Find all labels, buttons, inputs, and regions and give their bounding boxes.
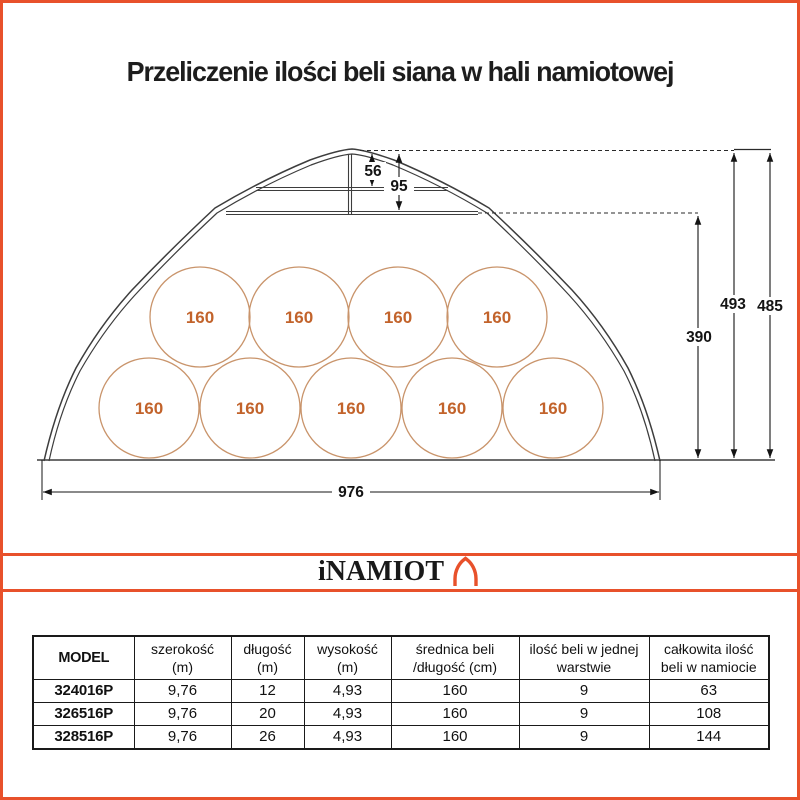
cell-width: 9,76	[134, 703, 231, 726]
cell-height: 4,93	[304, 703, 391, 726]
cell-bale-diameter: 160	[391, 726, 519, 750]
bale-diameter-label: 160	[336, 399, 366, 418]
bale-diameter-label: 160	[437, 399, 467, 418]
header-width: szerokość (m)	[134, 636, 231, 680]
bale-diameter-label: 160	[538, 399, 568, 418]
bale-diameter-label: 160	[235, 399, 265, 418]
table-row	[33, 703, 769, 726]
dimension-label-493: 493	[720, 296, 746, 313]
brand-name: iNAMIOT	[318, 556, 444, 587]
header-height: wysokość (m)	[304, 636, 391, 680]
cell-total-bales: 144	[649, 726, 769, 750]
header-bale-diameter: średnica beli /długość (cm)	[391, 636, 519, 680]
dimension-label-56: 56	[364, 163, 382, 180]
dimension-label-390: 390	[686, 329, 712, 346]
cell-width: 9,76	[134, 726, 231, 750]
bale-diameter-label: 160	[284, 308, 314, 327]
cell-bales-per-layer: 9	[519, 680, 649, 703]
page-title: Przeliczenie ilości beli siana w hali namiotowej	[126, 56, 674, 87]
cell-total-bales: 108	[649, 703, 769, 726]
header-total-bales: całkowita ilość beli w namiocie	[649, 636, 769, 680]
cell-length: 26	[231, 726, 304, 750]
header-model: MODEL	[33, 636, 134, 680]
bale-diameter-label: 160	[383, 308, 413, 327]
brand-logo	[0, 554, 800, 590]
table-row	[33, 680, 769, 703]
cell-width: 9,76	[134, 680, 231, 703]
dimension-label-485: 485	[757, 298, 783, 315]
cell-length: 20	[231, 703, 304, 726]
bale-diameter-label: 160	[134, 399, 164, 418]
cell-bale-diameter: 160	[391, 680, 519, 703]
table-row	[33, 726, 769, 750]
cell-bale-diameter: 160	[391, 703, 519, 726]
cell-height: 4,93	[304, 680, 391, 703]
header-length: długość (m)	[231, 636, 304, 680]
dimension-label-976: 976	[338, 484, 364, 501]
cell-model: 324016P	[33, 680, 134, 703]
tent-icon	[449, 556, 482, 588]
bale-diameter-label: 160	[482, 308, 512, 327]
cell-total-bales: 63	[649, 680, 769, 703]
cell-bales-per-layer: 9	[519, 703, 649, 726]
bale-diameter-label: 160	[185, 308, 215, 327]
dimension-label-95: 95	[390, 178, 408, 195]
cell-bales-per-layer: 9	[519, 726, 649, 750]
cell-model: 326516P	[33, 703, 134, 726]
cell-model: 328516P	[33, 726, 134, 750]
table-header-row	[33, 636, 769, 680]
cell-length: 12	[231, 680, 304, 703]
header-bales-per-layer: ilość beli w jednej warstwie	[519, 636, 649, 680]
cell-height: 4,93	[304, 726, 391, 750]
model-spec-table	[32, 635, 770, 750]
